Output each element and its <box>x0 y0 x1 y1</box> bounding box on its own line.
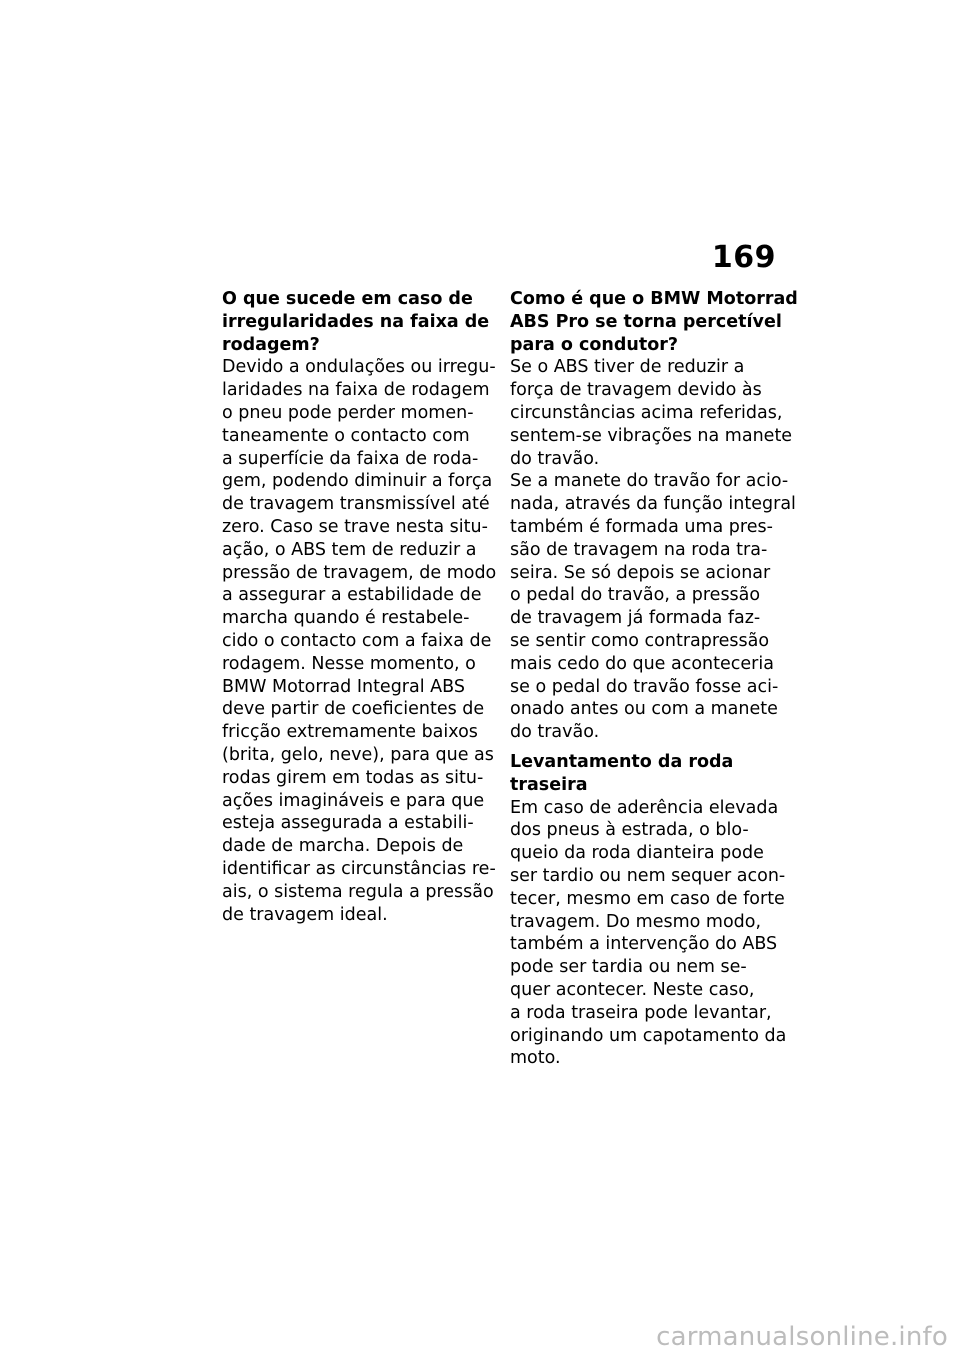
body-line: também é formada uma pres- <box>510 516 773 537</box>
body-line: queio da roda dianteira pode <box>510 843 764 864</box>
heading-line: irregularidades na faixa de <box>222 311 490 332</box>
body-line: identificar as circunstâncias re- <box>222 858 496 879</box>
body-line: onado antes ou com a manete <box>510 699 778 720</box>
body-line: ações imagináveis e para que <box>222 790 485 811</box>
body-line: dos pneus à estrada, o blo- <box>510 820 749 841</box>
section-heading <box>510 751 780 797</box>
body-line: esteja assegurada a estabili- <box>222 813 474 834</box>
body-line: o pneu pode perder momen- <box>222 402 474 423</box>
body-line: nada, através da função integral <box>510 494 796 515</box>
body-line: marcha quando é restabele- <box>222 608 470 629</box>
left-column <box>222 288 497 926</box>
body-line: deve partir de coeficientes de <box>222 699 485 720</box>
body-line: BMW Motorrad Integral ABS <box>222 676 465 697</box>
body-line: de travagem transmissível até <box>222 494 490 515</box>
body-line: a assegurar a estabilidade de <box>222 585 482 606</box>
body-line: ais, o sistema regula a pressão <box>222 881 494 902</box>
body-line: seira. Se só depois se acionar <box>510 562 771 583</box>
body-line: cido o contacto com a faixa de <box>222 630 492 651</box>
body-line: dade de marcha. Depois de <box>222 836 464 857</box>
heading-line: traseira <box>510 774 588 795</box>
body-line: pressão de travagem, de modo <box>222 562 497 583</box>
body-line: Se a manete do travão for acio- <box>510 471 789 492</box>
body-line: circunstâncias acima referidas, <box>510 402 783 423</box>
section-rear-wheel-lift <box>510 751 787 1070</box>
body-line: são de travagem na roda tra- <box>510 539 768 560</box>
right-column <box>510 288 798 1070</box>
body-line: de travagem já formada faz- <box>510 608 761 629</box>
body-line: o pedal do travão, a pressão <box>510 585 761 606</box>
body-line: também a intervenção do ABS <box>510 934 778 955</box>
section-abs-pro-perceptible <box>510 288 798 744</box>
body-line: originando um capotamento da <box>510 1025 787 1046</box>
body-line: rodas girem em todas as situ- <box>222 767 484 788</box>
body-line: a superfície da faixa de roda- <box>222 448 479 469</box>
body-line: travagem. Do mesmo modo, <box>510 911 762 932</box>
body-line: laridades na faixa de rodagem <box>222 380 490 401</box>
body-line: a roda traseira pode levantar, <box>510 1002 772 1023</box>
heading-line: O que sucede em caso de <box>222 289 473 309</box>
body-line: Se o ABS tiver de reduzir a <box>510 357 745 378</box>
page-number: 169 <box>711 240 776 275</box>
body-line: rodagem. Nesse momento, o <box>222 653 476 674</box>
section-body <box>510 356 796 744</box>
heading-line: para o condutor? <box>510 334 678 355</box>
body-line: mais cedo do que aconteceria <box>510 653 774 674</box>
body-line: (brita, gelo, neve), para que as <box>222 744 494 765</box>
body-line: do travão. <box>510 722 600 743</box>
heading-line: ABS Pro se torna percetível <box>510 311 782 332</box>
body-line: zero. Caso se trave nesta situ- <box>222 516 488 537</box>
section-road-irregularities <box>222 288 497 926</box>
body-line: do travão. <box>510 448 600 469</box>
heading-line: rodagem? <box>222 334 320 355</box>
section-body <box>222 356 497 926</box>
body-line: se o pedal do travão fosse aci- <box>510 676 779 697</box>
body-line: ser tardio ou nem sequer acon- <box>510 865 786 886</box>
body-line: quer acontecer. Neste caso, <box>510 979 755 1000</box>
body-line: gem, podendo diminuir a força <box>222 471 493 492</box>
body-line: se sentir como contrapressão <box>510 630 770 651</box>
body-line: tecer, mesmo em caso de forte <box>510 888 785 909</box>
body-line: força de travagem devido às <box>510 380 762 401</box>
body-line: Em caso de aderência elevada <box>510 797 779 818</box>
body-line: sentem-se vibrações na manete <box>510 425 793 446</box>
body-line: de travagem ideal. <box>222 904 388 925</box>
body-line: Devido a ondulações ou irregu- <box>222 357 496 378</box>
heading-line: Levantamento da roda <box>510 751 734 772</box>
body-line: ação, o ABS tem de reduzir a <box>222 539 477 560</box>
body-line: moto. <box>510 1048 561 1069</box>
body-line: fricção extremamente baixos <box>222 722 478 743</box>
heading-line: Como é que o BMW Motorrad <box>510 289 798 309</box>
section-heading <box>510 288 798 356</box>
body-line: pode ser tardia ou nem se- <box>510 957 747 978</box>
watermark: carmanualsonline.info <box>656 1322 948 1352</box>
body-line: taneamente o contacto com <box>222 425 470 446</box>
section-body <box>510 797 787 1071</box>
section-heading <box>222 288 492 356</box>
